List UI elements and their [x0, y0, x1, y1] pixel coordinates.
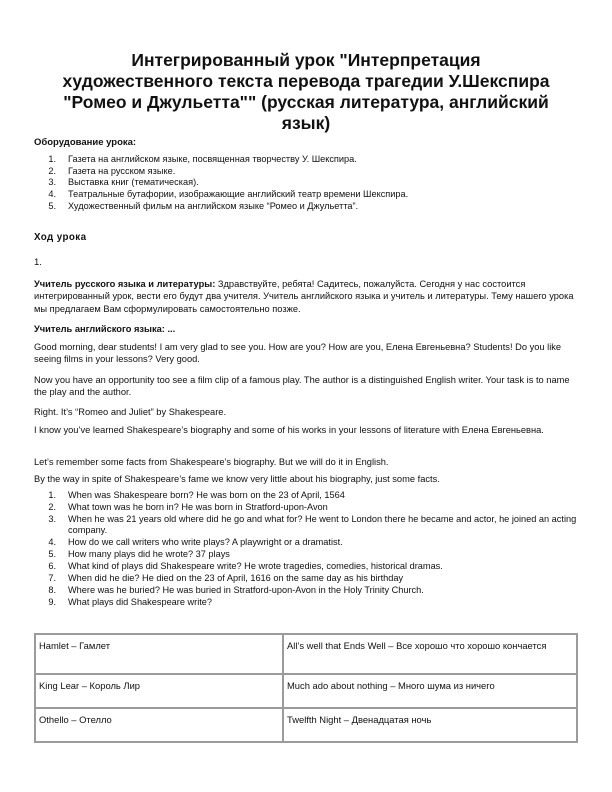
list-text: Театральные бутафории, изображающие английский театр времени Шекспира. — [68, 189, 409, 200]
table-row — [35, 674, 577, 708]
list-text: When was Shakespeare born? He was born on the 23 of April, 1564 — [68, 490, 345, 500]
equipment-heading: Оборудование урока: — [34, 137, 137, 148]
table-row — [35, 708, 577, 742]
paragraph-facts: By the way in spite of Shakespeare’s fame we know very little about his biography, just some facts. — [34, 474, 440, 484]
list-number: 1. — [48, 154, 56, 164]
course-heading: Ход урока — [34, 232, 87, 243]
list-item — [34, 573, 578, 584]
paragraph-answer: Right. It’s “Romeo and Juliet” by Shakespeare. — [34, 407, 227, 417]
list-text: Where was he buried? He was buried in Stratford-upon-Avon in the Holy Trinity Church. — [68, 585, 424, 596]
table-cell: Much ado about nothing – Много шума из ничего — [283, 674, 577, 708]
list-number: 6. — [48, 561, 56, 572]
list-number: 7. — [48, 573, 56, 584]
list-text: What kind of plays did Shakespeare write? He wrote tragedies, comedies, historical dramas. — [68, 561, 443, 572]
list-number: 2. — [48, 165, 56, 176]
paragraph-task: Now you have an opportunity too see a film clip of a famous play. The author is a distinguished English writer. Your task is to name the play and the author. — [34, 375, 570, 398]
list-text: When he was 21 years old where did he go and what for? He went to London there he became and actor, he joined an acting company. — [68, 514, 577, 536]
list-text: Художественный фильм на английском языке “Ромео и Джульетта”. — [68, 200, 359, 211]
plays-table — [34, 633, 578, 743]
list-item — [34, 585, 578, 596]
equipment-list — [34, 154, 574, 212]
list-number: 9. — [48, 597, 56, 608]
list-item — [34, 514, 578, 537]
table-cell: King Lear – Король Лир — [35, 674, 283, 708]
list-number: 1. — [48, 490, 56, 500]
paragraph-russian-teacher — [34, 278, 578, 315]
list-text: When did he die? He died on the 23 of April, 1616 on the same day as his birthday — [68, 573, 404, 584]
speaker-label: Учитель английского языка: ... — [34, 324, 176, 334]
paragraph-remember: Let’s remember some facts from Shakespeare’s biography. But we will do it in English. — [34, 457, 389, 467]
step-number: 1. — [34, 257, 42, 268]
page-title: Интегрированный урок "Интерпретация художественного текста перевода трагедии У.Шекспира "Ромео и Джульетта"" (русская литература, английский язык) — [62, 50, 550, 133]
list-item — [34, 154, 574, 166]
table-cell: Othello – Отелло — [35, 708, 283, 742]
table-cell: All’s well that Ends Well – Все хорошо что хорошо кончается — [283, 634, 577, 674]
paragraph-english-teacher-label — [34, 323, 578, 335]
paragraph-biography: I know you’ve learned Shakespeare’s biography and some of his works in your lessons of literature with Елена Евгеньевна. — [34, 425, 544, 435]
list-text: Выставка книг (тематическая). — [68, 177, 199, 188]
list-item — [34, 177, 574, 189]
list-text: How many plays did he wrote? 37 plays — [68, 549, 230, 560]
list-number: 8. — [48, 585, 56, 596]
table-cell: Twelfth Night – Двенадцатая ночь — [283, 708, 577, 742]
list-number: 3. — [48, 177, 56, 188]
list-item — [34, 537, 578, 548]
list-text: Газета на английском языке, посвященная творчеству У. Шекспира. — [68, 154, 357, 164]
paragraph-text: Здравствуйте, ребята! Садитесь, пожалуйста. Сегодня у нас состоится интегрированный урок, вести его будут два учителя. Учитель английского языка и учитель и литературы. Тему нашего урока мы предлагаем Вам сформулировать самостоятельно позже. — [34, 279, 574, 314]
list-item — [34, 490, 578, 501]
questions-list — [34, 490, 578, 609]
list-item — [34, 189, 574, 201]
list-text: Газета на русском языке. — [68, 165, 176, 176]
list-number: 3. — [48, 514, 56, 524]
list-text: What town was he born in? He was born in Stratford-upon-Avon — [68, 502, 328, 512]
speaker-label: Учитель русского языка и литературы: — [34, 279, 216, 289]
table-row — [35, 634, 577, 674]
list-item — [34, 502, 578, 513]
list-number: 5. — [48, 200, 56, 211]
list-item — [34, 597, 578, 608]
list-number: 5. — [48, 549, 56, 560]
table-cell: Hamlet – Гамлет — [35, 634, 283, 674]
list-item — [34, 549, 578, 560]
list-number: 4. — [48, 189, 56, 200]
list-item — [34, 201, 574, 213]
paragraph-greeting: Good morning, dear students! I am very glad to see you. How are you? How are you, Елена Евгеньевна? Students! Do you like seeing films in your lessons? Very good. — [34, 342, 562, 365]
list-text: How do we call writers who write plays? A playwright or a dramatist. — [68, 537, 343, 548]
list-item — [34, 166, 574, 178]
list-number: 2. — [48, 502, 56, 512]
list-item — [34, 561, 578, 572]
list-text: What plays did Shakespeare write? — [68, 597, 213, 608]
list-number: 4. — [48, 537, 56, 548]
